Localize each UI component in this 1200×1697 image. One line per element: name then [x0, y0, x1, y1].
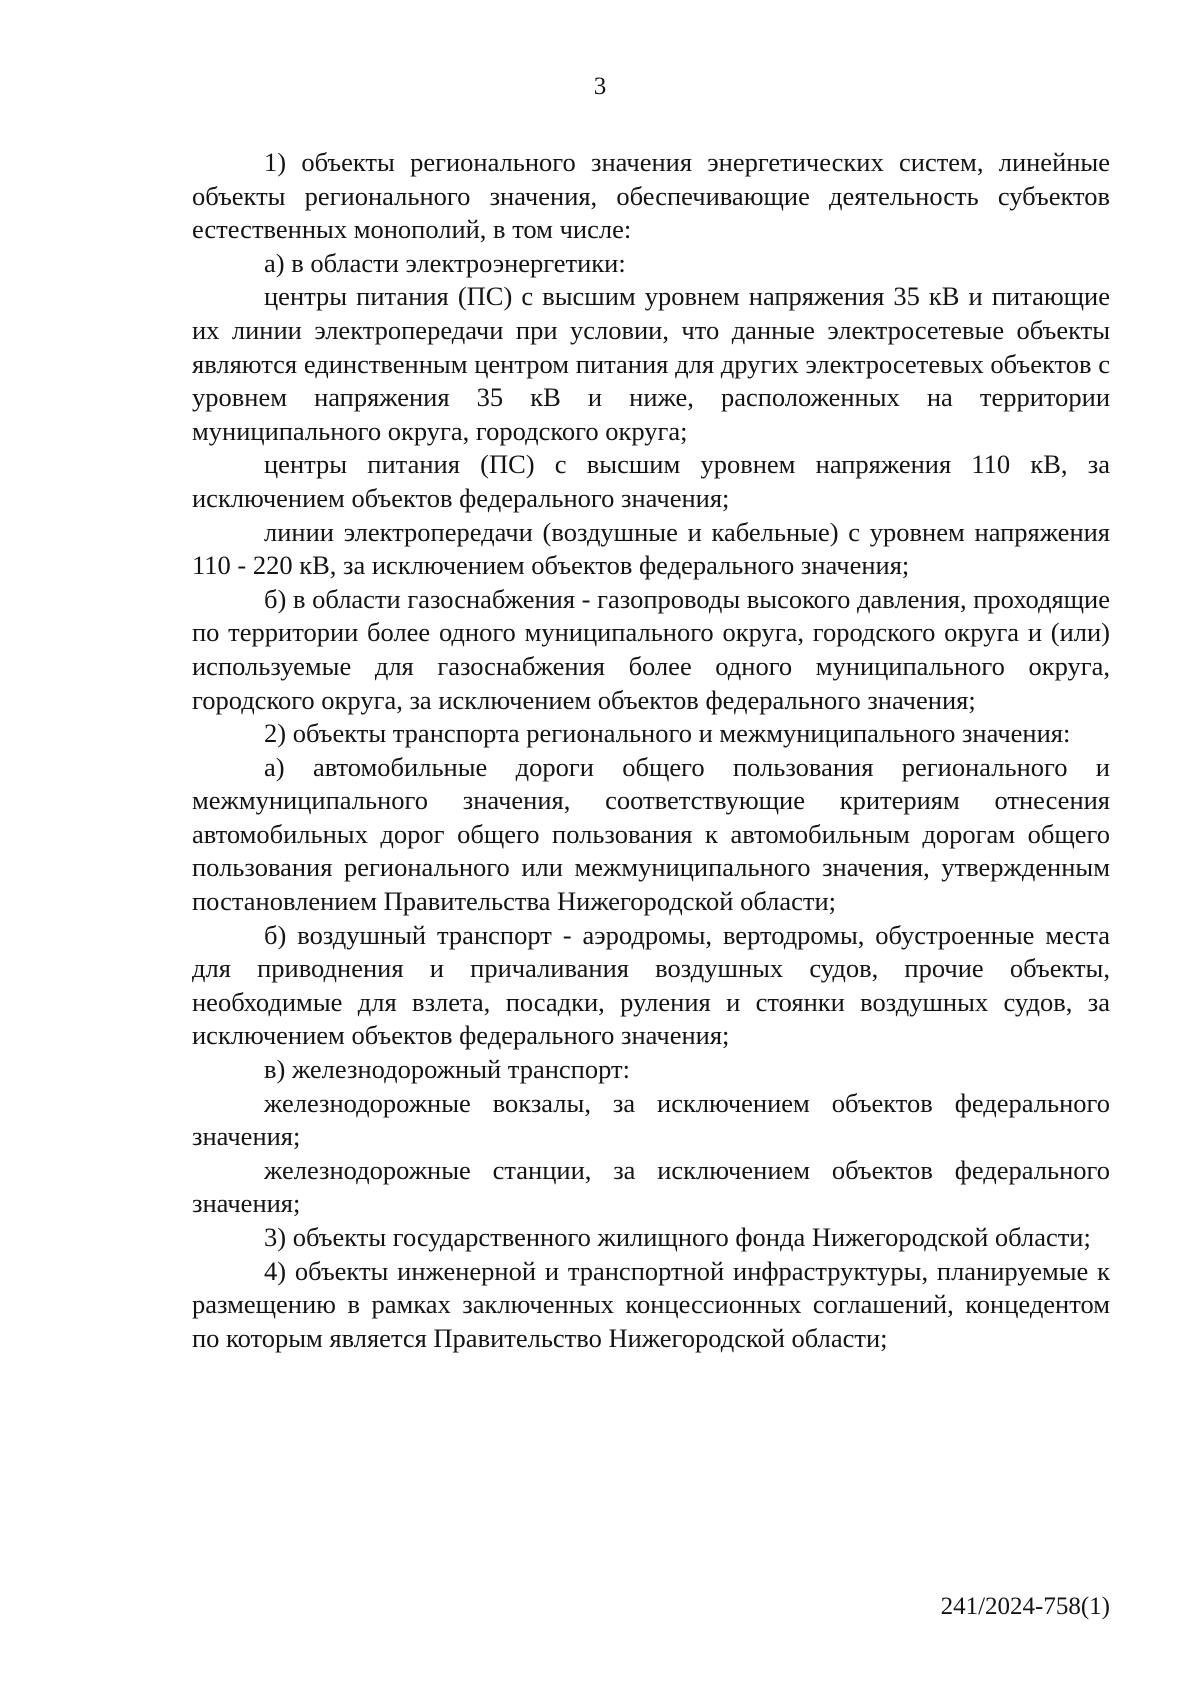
paragraph-1a-electric-power: а) в области электроэнергетики: — [264, 247, 626, 278]
paragraph-power-centers-35kv: центры питания (ПС) с высшим уровнем напряжения 35 кВ и питающие их линии электропередачи при условии, что данные электросетевые объекты являются единственным центром питания для других электросетевых объектов с уровнем напряжения 35 кВ и ниже, расположенных на территории муниципального округа, городского округа; — [192, 281, 1110, 446]
document-number: 241/2024-758(1) — [940, 1593, 1110, 1620]
paragraph-4-concession-infrastructure: 4) объекты инженерной и транспортной инфраструктуры, планируемые к размещению в рамках заключенных концессионных соглашений, концедентом по которым является Правительство Нижегородской области; — [192, 1255, 1110, 1353]
paragraph-railway-stations: железнодорожные станции, за исключением объектов федерального значения; — [192, 1154, 1110, 1219]
paragraph-2a-roads: а) автомобильные дороги общего пользования регионального и межмуниципального значения, соответствующие критериям отнесения автомобильных дорог общего пользования к автомобильным дорогам общего пользования регионального или межмуниципального значения, утвержденным постановлением Правительства Нижегородской области; — [192, 751, 1110, 917]
paragraph-1-energy-objects: 1) объекты регионального значения энергетических систем, линейные объекты регионального значения, обеспечивающие деятельность субъектов естественных монополий, в том числе: — [192, 147, 1110, 245]
paragraph-power-centers-110kv: центры питания (ПС) с высшим уровнем напряжения 110 кВ, за исключением объектов федерального значения; — [192, 449, 1110, 513]
paragraph-1b-gas-supply: б) в области газоснабжения - газопроводы высокого давления, проходящие по территории более одного муниципального округа, городского округа и (или) используемые для газоснабжения более одного муниципального округа, городского округа, за исключением объектов федерального значения; — [192, 583, 1110, 715]
document-body — [192, 146, 1110, 1355]
paragraph-2-transport-objects: 2) объекты транспорта регионального и межмуниципального значения: — [264, 718, 1071, 749]
page-number: 3 — [593, 73, 607, 100]
paragraph-railway-terminals: железнодорожные вокзалы, за исключением объектов федерального значения; — [192, 1087, 1110, 1152]
paragraph-2v-railway: в) железнодорожный транспорт: — [264, 1054, 630, 1085]
paragraph-2b-air-transport: б) воздушный транспорт - аэродромы, вертодромы, обустроенные места для приводнения и причаливания воздушных судов, прочие объекты, необходимые для взлета, посадки, руления и стоянки воздушных судов, за исключением объектов федерального значения; — [192, 919, 1110, 1051]
paragraph-power-lines: линии электропередачи (воздушные и кабельные) с уровнем напряжения 110 - 220 кВ, за исключением объектов федерального значения; — [192, 516, 1110, 581]
paragraph-3-housing: 3) объекты государственного жилищного фонда Нижегородской области; — [264, 1222, 1091, 1252]
